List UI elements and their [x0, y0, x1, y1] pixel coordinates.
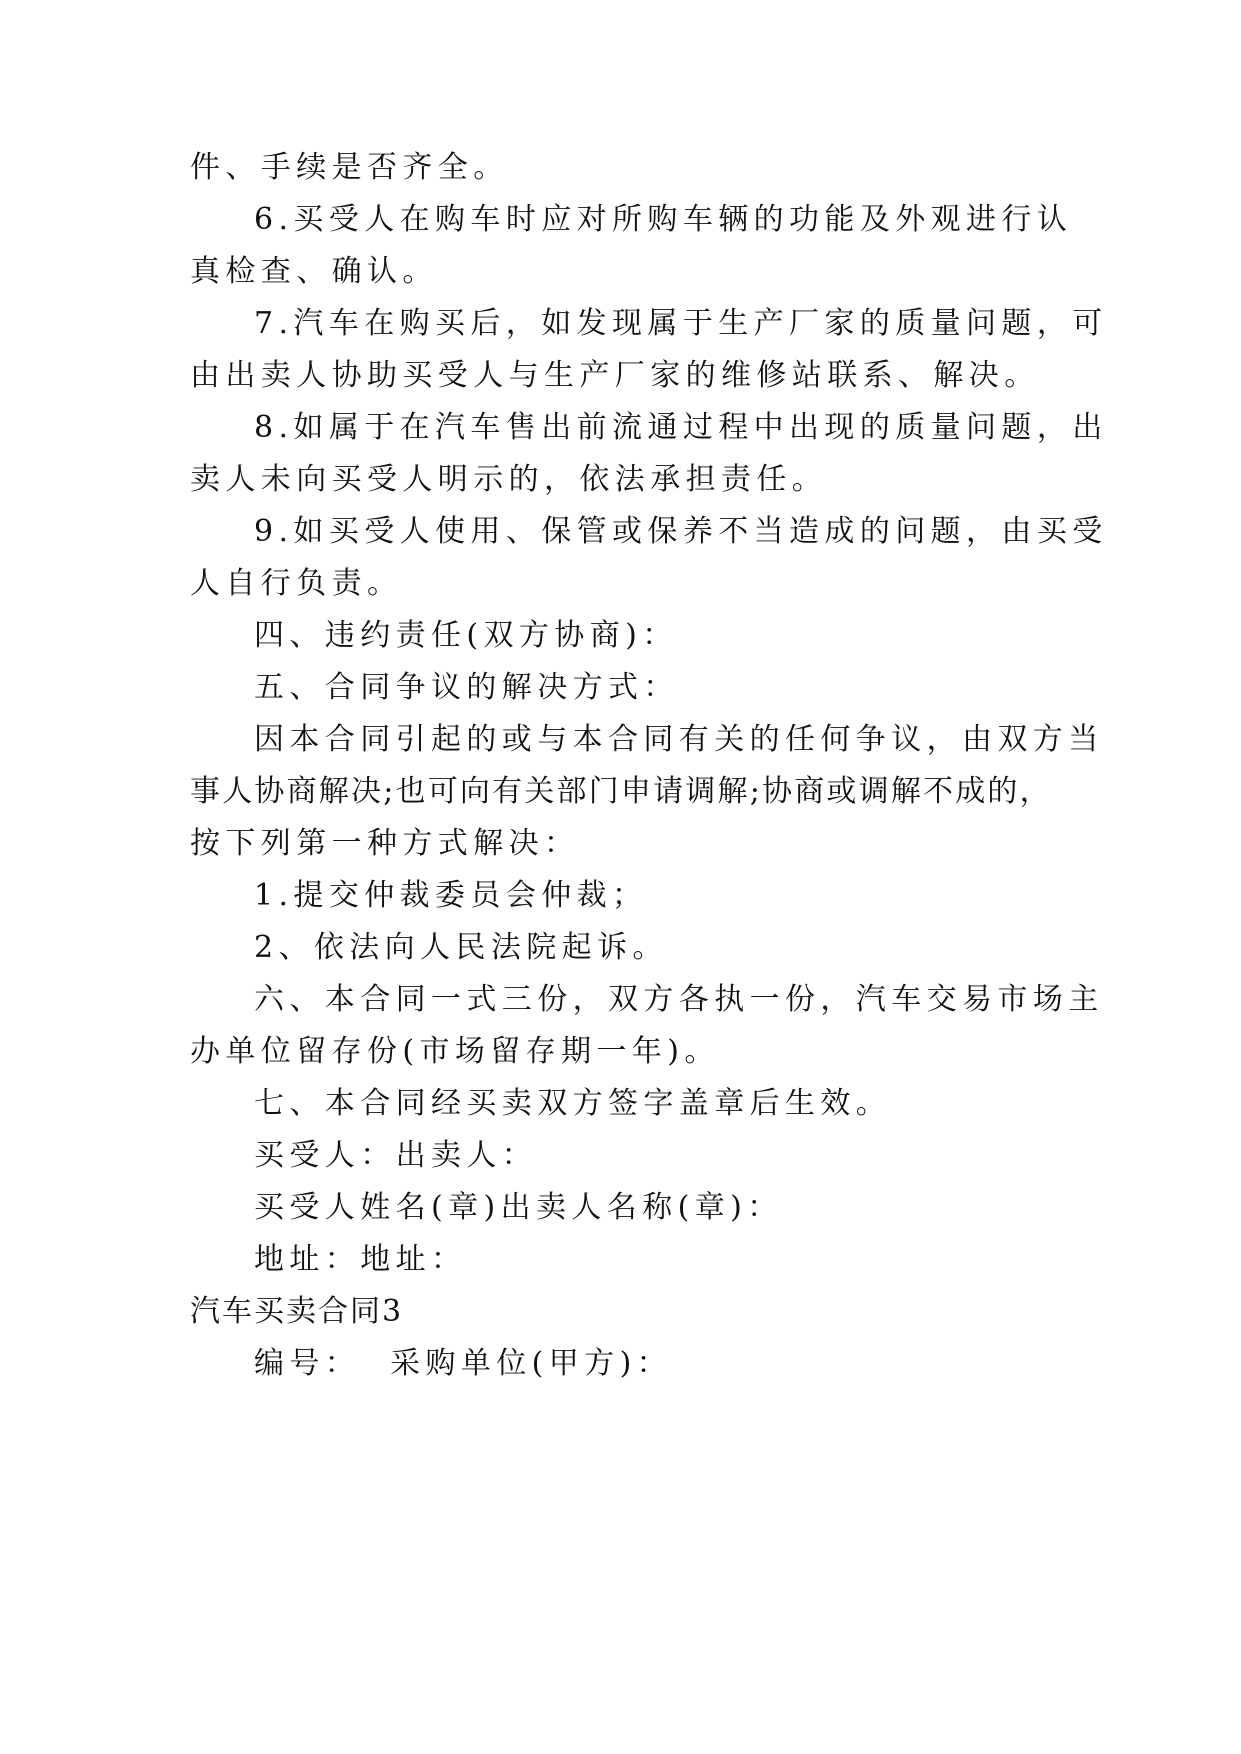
- paragraph-line: 9.如买受人使用、保管或保养不当造成的问题，由买受: [254, 514, 1108, 549]
- paragraph-line: 8.如属于在汽车售出前流通过程中出现的质量问题，出: [254, 410, 1108, 445]
- paragraph-line: 事人协商解决;也可向有关部门申请调解;协商或调解不成的，: [190, 774, 1052, 809]
- paragraph-line: 办单位留存份(市场留存期一年)。: [190, 1034, 720, 1069]
- section-heading: 六、本合同一式三份，双方各执一份，汽车交易市场主: [254, 982, 1104, 1017]
- contract-number-line: 编号： 采购单位(甲方)：: [254, 1346, 673, 1381]
- paragraph-line: 由出卖人协助买受人与生产厂家的维修站联系、解决。: [190, 358, 1040, 393]
- paragraph-line: 卖人未向买受人明示的，依法承担责任。: [190, 462, 828, 497]
- paragraph-line: 人自行负责。: [190, 566, 403, 601]
- signature-party-line: 买受人：出卖人：: [254, 1138, 538, 1173]
- paragraph-line: 件、手续是否齐全。: [190, 150, 509, 185]
- signature-name-line: 买受人姓名(章)出卖人名称(章)：: [254, 1190, 783, 1225]
- paragraph-line: 按下列第一种方式解决：: [190, 826, 580, 861]
- paragraph-line: 因本合同引起的或与本合同有关的任何争议，由双方当: [254, 722, 1104, 757]
- document-title: 汽车买卖合同3: [190, 1294, 404, 1329]
- section-heading: 五、合同争议的解决方式：: [254, 670, 679, 705]
- list-item: 1.提交仲裁委员会仲裁；: [254, 878, 648, 913]
- section-heading: 七、本合同经买卖双方签字盖章后生效。: [254, 1086, 892, 1121]
- paragraph-line: 7.汽车在购买后，如发现属于生产厂家的质量问题，可: [254, 306, 1108, 341]
- paragraph-line: 6.买受人在购车时应对所购车辆的功能及外观进行认: [254, 202, 1073, 237]
- section-heading: 四、违约责任(双方协商)：: [254, 618, 678, 653]
- paragraph-line: 真检查、确认。: [190, 254, 438, 289]
- address-line: 地址：地址：: [254, 1242, 467, 1277]
- list-item: 2、依法向人民法院起诉。: [254, 930, 668, 965]
